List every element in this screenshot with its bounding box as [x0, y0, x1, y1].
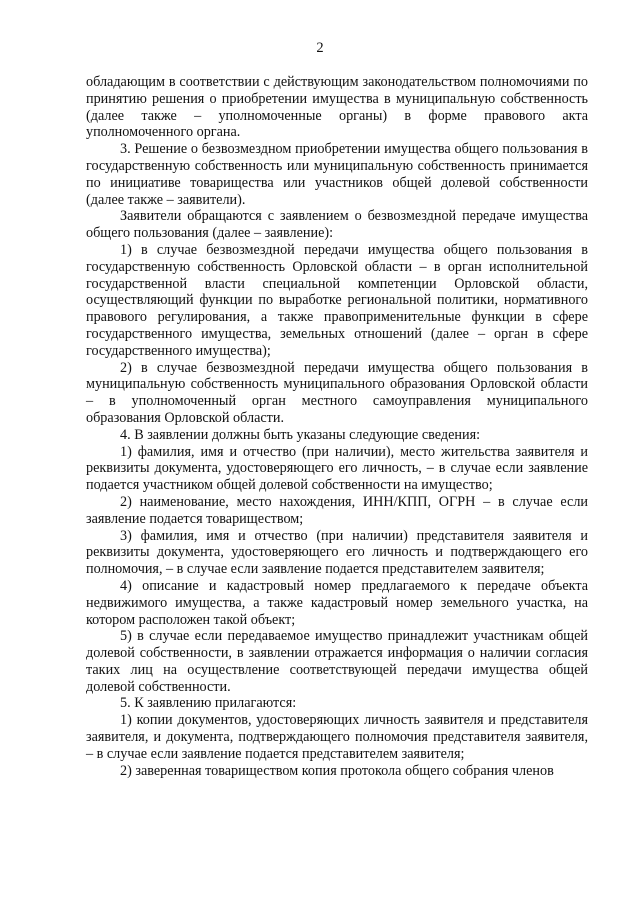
paragraph-item-5-sub-1: 1) копии документов, удостоверяющих личность заявителя и представителя заявителя, и документа, подтверждающего полномочия представителя заявителя, – в случае если заявление подается представителем заявителя; [86, 712, 588, 762]
paragraph-subitem-2-municipal: 2) в случае безвозмездной передачи имущества общего пользования в муниципальную собственность муниципального образования Орловской области – в уполномоченный орган местного самоуправления муниципального образования Орловской области. [86, 359, 588, 426]
paragraph-item-4-sub-1: 1) фамилия, имя и отчество (при наличии), место жительства заявителя и реквизиты документа, удостоверяющего его личность, – в случае если заявление подается участником общей долевой собственности на имущество; [86, 443, 588, 494]
paragraph-item-4-sub-4: 4) описание и кадастровый номер предлагаемого к передаче объекта недвижимого имущества, а также кадастровый номер земельного участка, на котором расположен такой объект; [86, 577, 588, 628]
paragraph-subitem-1-state: 1) в случае безвозмездной передачи имущества общего пользования в государственную собственность Орловской области – в орган исполнительной государственной власти специальной компетенции Орловской области, осуществляющий функции по выработке региональной политики, нормативного правового регулирования, а также правоприменительные функции в сфере государственного имущества, земельных отношений (далее – орган в сфере государственного имущества); [86, 241, 588, 359]
paragraph-item-4: 4. В заявлении должны быть указаны следующие сведения: [120, 426, 481, 443]
paragraph-item-5: 5. К заявлению прилагаются: [120, 695, 297, 712]
paragraph-item-5-sub-2: 2) заверенная товариществом копия протокола общего собрания членов [120, 762, 554, 779]
document-body [86, 74, 588, 779]
paragraph-item-4-sub-3: 3) фамилия, имя и отчество (при наличии) представителя заявителя и реквизиты документа, удостоверяющего его личность и подтверждающего его полномочия, – в случае если заявление подается представителем заявителя; [86, 527, 588, 578]
page-number: 2 [316, 40, 324, 56]
paragraph-applicants: Заявители обращаются с заявлением о безвозмездной передаче имущества общего пользования (далее – заявление): [86, 208, 588, 242]
paragraph-continuation: обладающим в соответствии с действующим законодательством полномочиями по принятию решения о приобретении имущества в муниципальную собственность (далее также – уполномоченные органы) в форме правового акта уполномоченного органа. [86, 74, 588, 141]
paragraph-item-4-sub-5: 5) в случае если передаваемое имущество принадлежит участникам общей долевой собственности, в заявлении отражается информация о наличии согласия таких лиц на осуществление соответствующей передачи имущества общей долевой собственности. [86, 628, 588, 695]
paragraph-item-3: 3. Решение о безвозмездном приобретении имущества общего пользования в государственную собственность или муниципальную собственность принимается по инициативе товарищества или участников общей долевой собственности (далее также – заявители). [86, 141, 588, 208]
paragraph-item-4-sub-2: 2) наименование, место нахождения, ИНН/КПП, ОГРН – в случае если заявление подается товариществом; [86, 493, 588, 527]
